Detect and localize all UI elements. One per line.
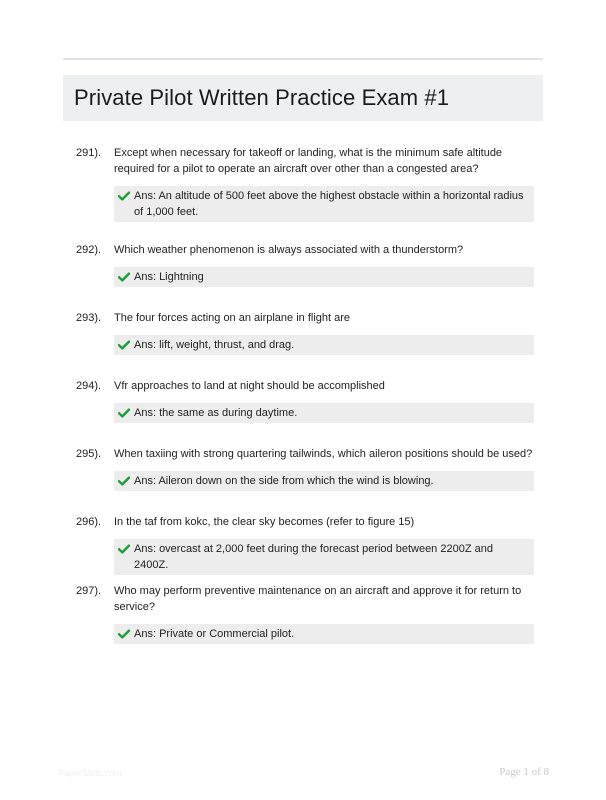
question-number: 293).	[76, 312, 102, 324]
answer-box	[114, 403, 534, 423]
question-number: 295).	[76, 448, 102, 460]
check-icon	[118, 188, 131, 204]
answer-box	[114, 539, 534, 575]
question-block	[63, 514, 543, 575]
check-icon	[118, 541, 131, 557]
question-row	[63, 145, 543, 177]
question-block	[63, 378, 543, 423]
question-number: 292).	[76, 244, 102, 256]
question-block	[63, 242, 543, 287]
answer-text: Ans: lift, weight, thrust, and drag.	[134, 339, 295, 351]
check-icon	[118, 626, 131, 642]
question-block	[63, 446, 543, 491]
question-text: The four forces acting on an airplane in flight are	[114, 312, 351, 324]
question-number: 296).	[76, 516, 102, 528]
check-icon	[118, 337, 131, 353]
question-row	[63, 310, 543, 326]
answer-text: Ans: Lightning	[134, 271, 204, 283]
question-text: In the taf from kokc, the clear sky becomes (refer to figure 15)	[114, 516, 415, 528]
check-icon	[118, 473, 131, 489]
question-text: Except when necessary for takeoff or landing, what is the minimum safe altitude required for a pilot to operate an aircraft over other than a congested area?	[114, 147, 503, 175]
question-number: 294).	[76, 380, 102, 392]
question-row	[63, 583, 543, 615]
question-block	[63, 145, 543, 222]
answer-text: Ans: An altitude of 500 feet above the highest obstacle within a horizontal radius of 1,000 feet.	[134, 190, 524, 218]
check-icon	[118, 405, 131, 421]
answer-text: Ans: Private or Commercial pilot.	[134, 628, 295, 640]
answer-text: Ans: the same as during daytime.	[134, 407, 298, 419]
question-row	[63, 514, 543, 530]
question-row	[63, 446, 543, 462]
question-row	[63, 242, 543, 258]
footer-watermark: PaperStoic.com	[58, 768, 122, 778]
answer-box	[114, 335, 534, 355]
question-block	[63, 583, 543, 644]
answer-box	[114, 267, 534, 287]
top-divider	[63, 58, 543, 60]
question-number: 297).	[76, 585, 102, 597]
question-text: Which weather phenomenon is always associated with a thunderstorm?	[114, 244, 464, 256]
answer-text: Ans: overcast at 2,000 feet during the forecast period between 2200Z and 2400Z.	[134, 543, 493, 571]
answer-box	[114, 624, 534, 644]
answer-box	[114, 186, 534, 222]
question-row	[63, 378, 543, 394]
page-number: Page 1 of 8	[499, 766, 549, 778]
question-block	[63, 310, 543, 355]
question-text: Who may perform preventive maintenance on an aircraft and approve it for return to service?	[114, 585, 522, 613]
question-text: When taxiing with strong quartering tailwinds, which aileron positions should be used?	[114, 448, 533, 460]
title-bar	[63, 75, 543, 121]
check-icon	[118, 269, 131, 285]
page-title: Private Pilot Written Practice Exam #1	[74, 85, 450, 110]
answer-box	[114, 471, 534, 491]
question-text: Vfr approaches to land at night should be accomplished	[114, 380, 385, 392]
answer-text: Ans: Aileron down on the side from which the wind is blowing.	[134, 475, 434, 487]
question-number: 291).	[76, 147, 102, 159]
